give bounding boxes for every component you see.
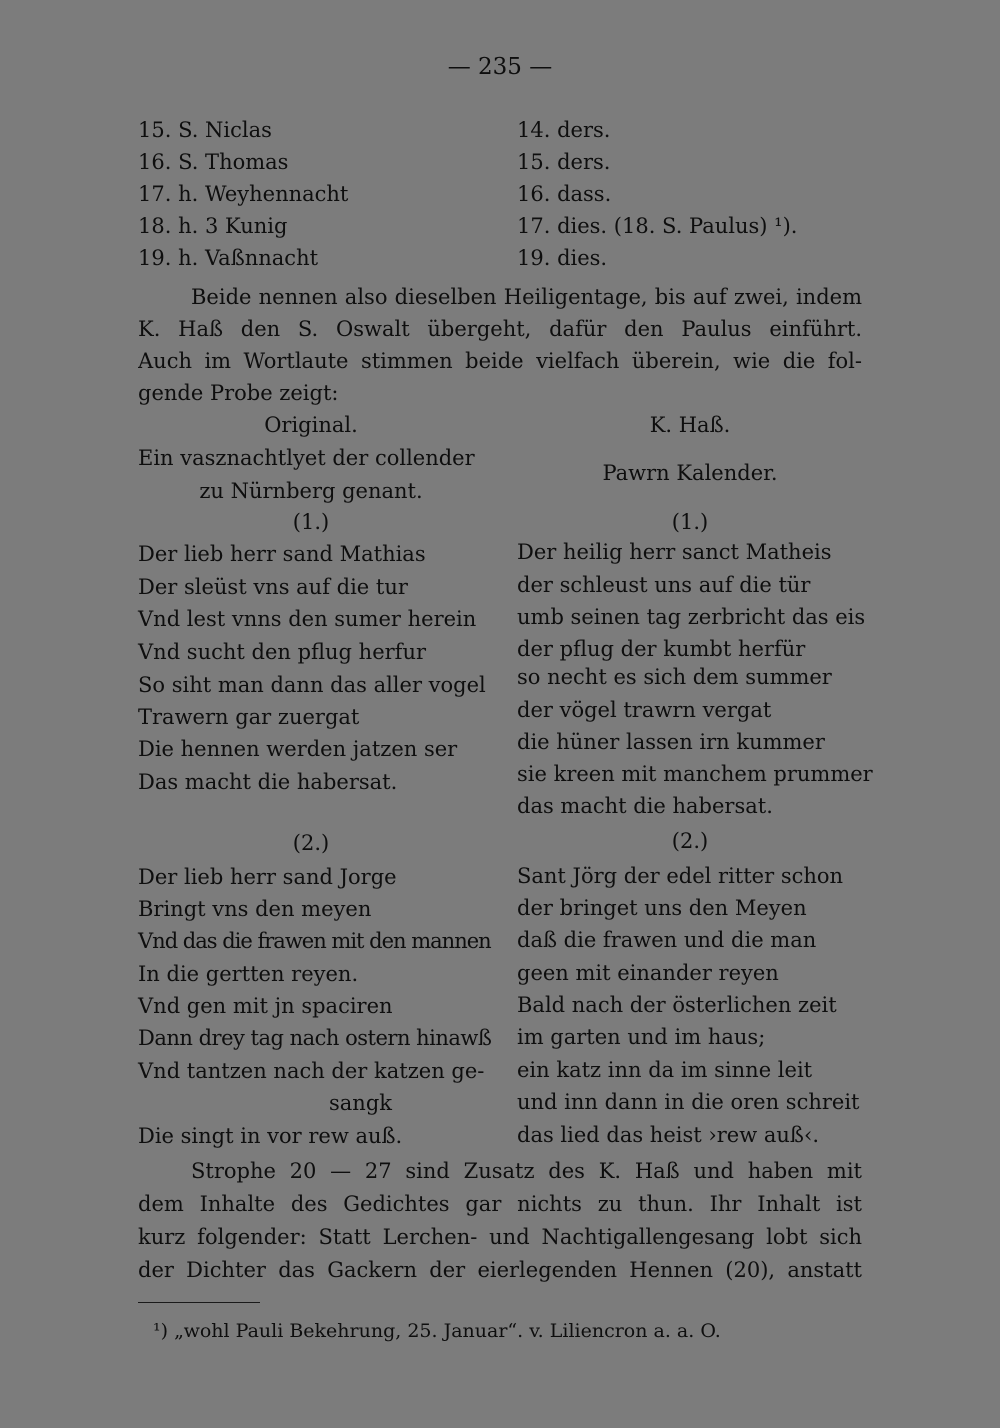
stanza-number-right: (2.)	[671, 829, 709, 853]
list-left-item: 15. S. Niclas	[138, 118, 272, 142]
verse-line: im garten und im haus;	[517, 1025, 766, 1049]
verse-line: Die singt in vor rew auß.	[138, 1124, 403, 1148]
list-right-item: 19. dies.	[517, 246, 608, 270]
verse-line: das macht die habersat.	[517, 794, 773, 818]
verse-line: Die hennen werden jatzen ser	[138, 737, 458, 761]
verse-line: daß die frawen und die man	[517, 928, 817, 952]
footnote: ¹) „wohl Pauli Bekehrung, 25. Januar“. v. Liliencron a. a. O.	[153, 1320, 721, 1342]
paragraph-line: Strophe 20 — 27 sind Zusatz des K. Haß und haben mit	[191, 1161, 862, 1183]
verse-line: Der lieb herr sand Jorge	[138, 865, 397, 889]
list-left-item: 19. h. Vaßnnacht	[138, 246, 319, 270]
verse-line: So siht man dann das aller vogel	[138, 673, 486, 697]
list-right-item: 15. ders.	[517, 150, 611, 174]
page-number: — 235 —	[447, 54, 553, 80]
verse-line: Vnd sucht den pflug herfur	[138, 640, 427, 664]
verse-line: Das macht die habersat.	[138, 770, 398, 794]
paragraph-line: der Dichter das Gackern der eierlegenden Hennen (20), anstatt	[138, 1260, 862, 1282]
stanza-number-right: (1.)	[671, 510, 709, 534]
verse-line: sie kreen mit manchem prummer	[517, 762, 873, 786]
verse-line: Der lieb herr sand Mathias	[138, 542, 426, 566]
verse-line: so necht es sich dem summer	[517, 665, 832, 689]
verse-line: Vnd tantzen nach der katzen ge-	[138, 1059, 485, 1083]
verse-line: geen mit einander reyen	[517, 961, 779, 985]
paragraph-intro	[138, 287, 862, 404]
stanza-number-left: (1.)	[292, 510, 330, 534]
verse-line: Der sleüst vns auf die tur	[138, 575, 408, 599]
verse-line: der bringet uns den Meyen	[517, 896, 807, 920]
verse-line: die hüner lassen irn kummer	[517, 730, 825, 754]
title-right: Pawrn Kalender.	[602, 461, 778, 485]
heading-k-hass: K. Haß.	[649, 413, 731, 437]
list-left-item: 16. S. Thomas	[138, 150, 289, 174]
verse-line: Vnd das die frawen mit den mannen	[138, 929, 491, 953]
heading-original: Original.	[264, 413, 358, 437]
paragraph-line: Beide nennen also dieselben Heiligentage, bis auf zwei, indem	[191, 287, 862, 309]
verse-line: umb seinen tag zerbricht das eis	[517, 605, 866, 629]
verse-line: In die gertten reyen.	[138, 962, 359, 986]
stanza-number-left: (2.)	[292, 831, 330, 855]
paragraph-line: kurz folgender: Statt Lerchen- und Nachtigallengesang lobt sich	[138, 1227, 862, 1249]
paragraph-closing	[138, 1161, 862, 1284]
verse-line: Bringt vns den meyen	[138, 897, 372, 921]
verse-line: das lied das heist ›rew auß‹.	[517, 1123, 820, 1147]
verse-line: Trawern gar zuergat	[138, 705, 360, 729]
verse-line: der vögel trawrn vergat	[517, 698, 772, 722]
verse-line: sangk	[329, 1091, 392, 1115]
verse-line: Sant Jörg der edel ritter schon	[517, 864, 844, 888]
title-left-line: zu Nürnberg genant.	[199, 479, 423, 503]
title-left-line: Ein vasznachtlyet der collender	[138, 446, 475, 470]
verse-line: Der heilig herr sanct Matheis	[517, 540, 832, 564]
list-left-item: 17. h. Weyhennacht	[138, 182, 349, 206]
verse-line: der pflug der kumbt herfür	[517, 637, 806, 661]
verse-line: Dann drey tag nach ostern hinawß	[138, 1026, 492, 1050]
verse-line: und inn dann in die oren schreit	[517, 1090, 860, 1114]
verse-line: Vnd gen mit jn spaciren	[138, 994, 393, 1018]
list-left-item: 18. h. 3 Kunig	[138, 214, 288, 238]
paragraph-line: K. Haß den S. Oswalt übergeht, dafür den Paulus einführt.	[138, 319, 862, 341]
verse-line: Bald nach der österlichen zeit	[517, 993, 837, 1017]
verse-line: der schleust uns auf die tür	[517, 573, 811, 597]
list-right-item: 14. ders.	[517, 118, 611, 142]
paragraph-line: Auch im Wortlaute stimmen beide vielfach überein, wie die fol-	[138, 351, 862, 373]
verse-line: ein katz inn da im sinne leit	[517, 1058, 813, 1082]
paragraph-line: gende Probe zeigt:	[138, 381, 339, 405]
list-right-item: 16. dass.	[517, 182, 612, 206]
verse-line: Vnd lest vnns den sumer herein	[138, 607, 477, 631]
list-right-item: 17. dies. (18. S. Paulus) ¹).	[517, 214, 798, 238]
paragraph-line: dem Inhalte des Gedichtes gar nichts zu thun. Ihr Inhalt ist	[138, 1194, 862, 1216]
footnote-rule	[138, 1302, 260, 1303]
